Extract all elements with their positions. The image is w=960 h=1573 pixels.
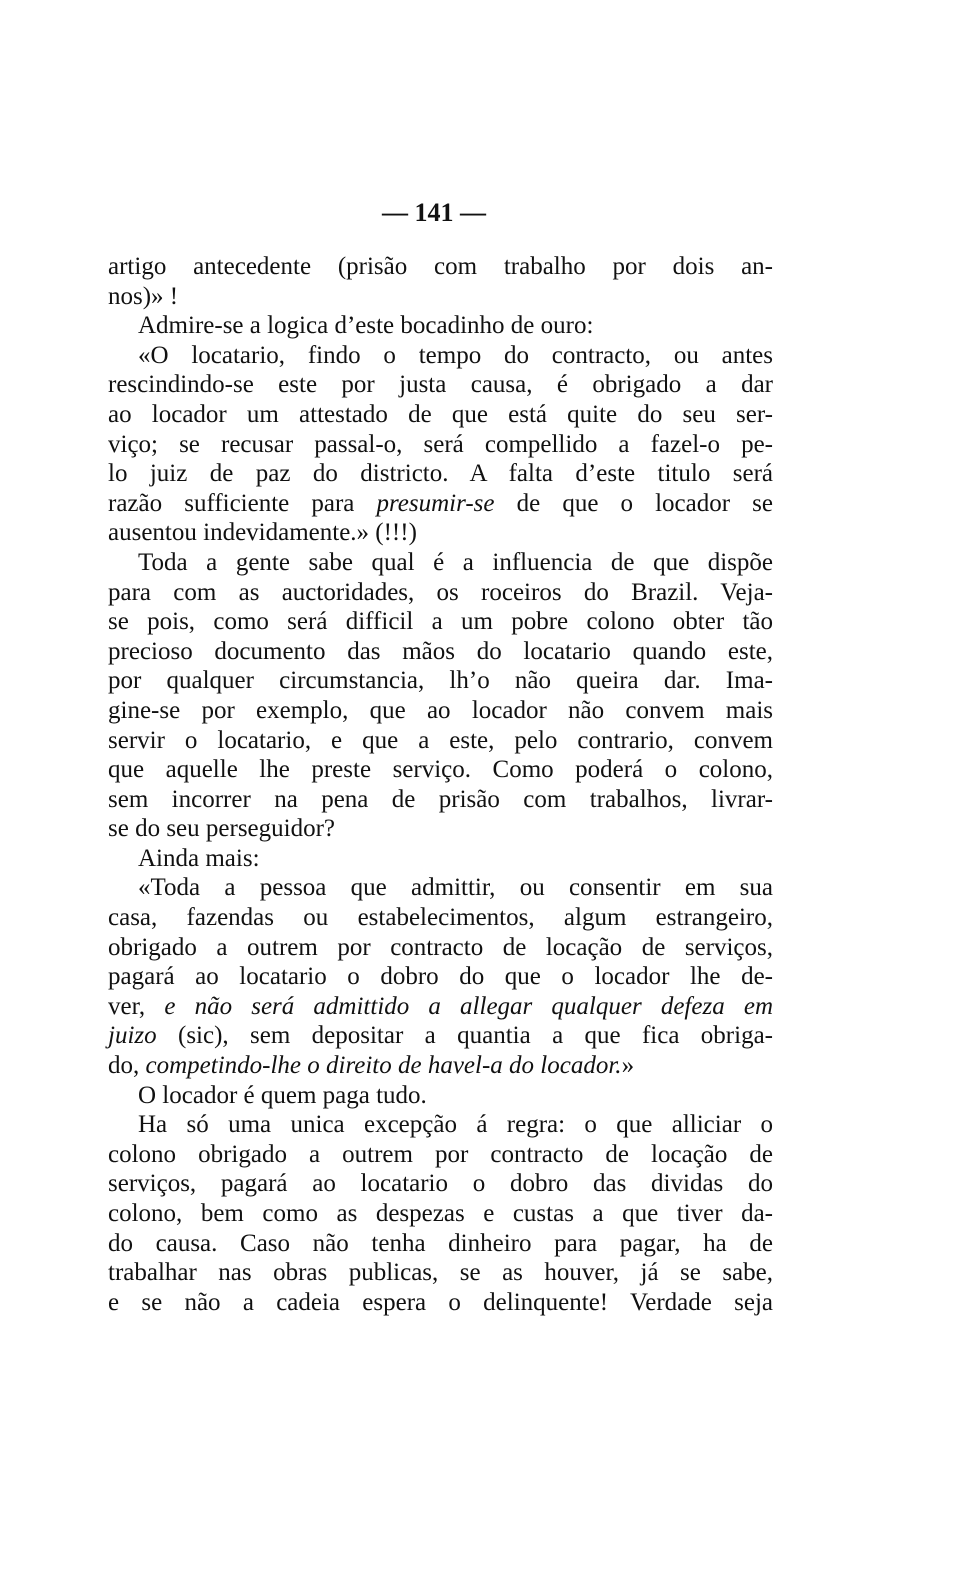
text-segment: ver,: [108, 992, 165, 1020]
text-segment: se pois, como será difficil a um pobre colono obter tão: [108, 608, 773, 636]
text-line: [108, 1140, 773, 1170]
text-line: [108, 578, 773, 608]
text-line: [108, 637, 773, 667]
text-segment: nos)» !: [108, 282, 179, 310]
text-line: [108, 1021, 773, 1051]
text-line: [108, 1051, 773, 1081]
text-line: [108, 666, 773, 696]
text-line: [108, 903, 773, 933]
text-segment: viço; se recusar passal-o, será compellido a fazel-o pe-: [108, 430, 773, 458]
text-line: [108, 1110, 773, 1140]
text-line: [108, 785, 773, 815]
text-segment: servir o locatario, e que a este, pelo contrario, convem: [108, 726, 773, 754]
body-text: [108, 252, 773, 1317]
text-segment: serviços, pagará ao locatario o dobro das dividas do: [108, 1170, 773, 1198]
text-line: [108, 992, 773, 1022]
text-line: [108, 1288, 773, 1318]
text-line: [108, 459, 773, 489]
text-line: [108, 311, 773, 341]
text-line: [108, 341, 773, 371]
text-line: [108, 400, 773, 430]
text-segment: ao locador um attestado de que está quite do seu ser-: [108, 400, 773, 428]
text-segment: se do seu perseguidor?: [108, 815, 336, 843]
text-line: [108, 430, 773, 460]
text-segment: Ainda mais:: [138, 844, 260, 872]
text-segment: e se não a cadeia espera o delinquente! Verdade seja: [108, 1288, 773, 1316]
text-line: [108, 1169, 773, 1199]
text-segment: lo juiz de paz do districto. A falta d’este titulo será: [108, 460, 773, 488]
text-segment: O locador é quem paga tudo.: [138, 1081, 427, 1109]
text-segment: «O locatario, findo o tempo do contracto, ou antes: [138, 341, 773, 369]
text-segment: casa, fazendas ou estabelecimentos, algum estrangeiro,: [108, 904, 773, 932]
text-line: [108, 844, 773, 874]
text-line: [108, 814, 773, 844]
text-line: [108, 252, 773, 282]
italic-text: competindo-lhe o direito de havel-a do locador.: [145, 1052, 622, 1080]
text-segment: (sic), sem depositar a quantia a que fica obriga-: [156, 1022, 773, 1050]
text-line: [108, 1258, 773, 1288]
italic-text: juizo: [108, 1022, 157, 1050]
text-segment: pagará ao locatario o dobro do que o locador lhe de-: [108, 963, 773, 991]
text-line: [108, 607, 773, 637]
text-segment: Ha só uma unica excepção á regra: o que alliciar o: [138, 1111, 773, 1139]
text-segment: «Toda a pessoa que admittir, ou consentir em sua: [138, 874, 773, 902]
text-line: [108, 548, 773, 578]
text-segment: trabalhar nas obras publicas, se as houver, já se sabe,: [108, 1259, 773, 1287]
text-line: [108, 755, 773, 785]
italic-text: presumir-se: [376, 489, 495, 517]
text-line: [108, 873, 773, 903]
text-line: [108, 370, 773, 400]
text-segment: obrigado a outrem por contracto de locação de serviços,: [108, 933, 773, 961]
page-number: — 141 —: [382, 198, 486, 227]
text-segment: rescindindo-se este por justa causa, é obrigado a dar: [108, 371, 773, 399]
text-segment: ausentou indevidamente.» (!!!): [108, 519, 417, 547]
text-line: [108, 518, 773, 548]
text-segment: razão sufficiente para: [108, 489, 377, 517]
text-segment: artigo antecedente (prisão com trabalho por dois an-: [108, 253, 773, 280]
text-segment: colono, bem como as despezas e custas a que tiver da-: [108, 1200, 773, 1227]
text-line: [108, 282, 773, 312]
text-segment: sem incorrer na pena de prisão com trabalhos, livrar-: [108, 785, 773, 813]
text-line: [108, 726, 773, 756]
text-segment: gine-se por exemplo, que ao locador não convem mais: [108, 696, 773, 724]
text-segment: precioso documento das mãos do locatario quando este,: [108, 637, 773, 665]
italic-text: e não será admittido a allegar qualquer defeza em: [164, 992, 774, 1020]
text-line: [108, 933, 773, 963]
text-line: [108, 696, 773, 726]
text-segment: que aquelle lhe preste serviço. Como poderá o colono,: [108, 756, 773, 784]
text-line: [108, 1199, 773, 1229]
text-segment: do,: [108, 1052, 146, 1080]
text-line: [108, 962, 773, 992]
text-line: [108, 1229, 773, 1259]
text-line: [108, 489, 773, 519]
text-line: [108, 1081, 773, 1111]
text-segment: do causa. Caso não tenha dinheiro para pagar, ha de: [108, 1229, 773, 1257]
text-segment: »: [621, 1052, 635, 1080]
text-segment: de que o locador se: [494, 489, 774, 517]
text-segment: Toda a gente sabe qual é a influencia de que dispõe: [138, 548, 773, 576]
text-segment: Admire-se a logica d’este bocadinho de ouro:: [138, 312, 594, 340]
text-segment: para com as auctoridades, os roceiros do Brazil. Veja-: [108, 578, 773, 606]
text-segment: colono obrigado a outrem por contracto de locação de: [108, 1140, 773, 1168]
text-segment: por qualquer circumstancia, lh’o não queira dar. Ima-: [108, 667, 773, 695]
